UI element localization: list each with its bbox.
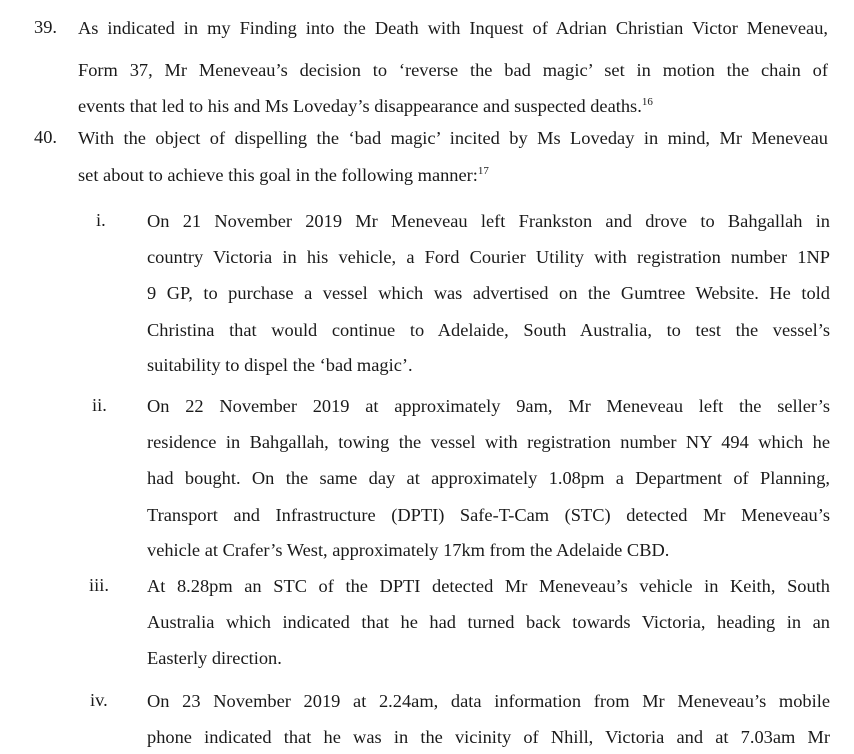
paragraph-number: 40. [34, 127, 57, 147]
subitem-line-last: suitability to dispel the ‘bad magic’. [147, 355, 413, 375]
subitem-line: On 21 November 2019 Mr Meneveau left Frankston and drove to Bahgallah in [147, 211, 830, 231]
subitem-line: country Victoria in his vehicle, a Ford Courier Utility with registration number 1NP [147, 247, 830, 267]
subitem-number: i. [96, 210, 106, 230]
subitem-line: phone indicated that he was in the vicinity of Nhill, Victoria and at 7.03am Mr [147, 727, 830, 747]
paragraph-line: Form 37, Mr Meneveau’s decision to ‘reverse the bad magic’ set in motion the chain of [78, 60, 828, 80]
subitem-line: At 8.28pm an STC of the DPTI detected Mr Meneveau’s vehicle in Keith, South [147, 576, 830, 596]
paragraph-text: events that led to his and Ms Loveday’s disappearance and suspected deaths. [78, 96, 642, 116]
subitem-line: 9 GP, to purchase a vessel which was advertised on the Gumtree Website. He told [147, 283, 830, 303]
subitem-line: On 22 November 2019 at approximately 9am, Mr Meneveau left the seller’s [147, 396, 830, 416]
paragraph-text: set about to achieve this goal in the following manner: [78, 165, 478, 185]
paragraph-line-last [78, 164, 489, 186]
subitem-number: iii. [89, 575, 109, 595]
subitem-number: ii. [92, 395, 107, 415]
paragraph-line: As indicated in my Finding into the Death with Inquest of Adrian Christian Victor Meneveau, [78, 18, 828, 38]
subitem-line: On 23 November 2019 at 2.24am, data information from Mr Meneveau’s mobile [147, 691, 830, 711]
paragraph-number: 39. [34, 17, 57, 37]
subitem-line: Australia which indicated that he had turned back towards Victoria, heading in an [147, 612, 830, 632]
footnote-reference[interactable]: 16 [641, 95, 653, 108]
paragraph-line-last [78, 95, 653, 117]
subitem-line-last: Easterly direction. [147, 648, 282, 668]
paragraph-line: With the object of dispelling the ‘bad magic’ incited by Ms Loveday in mind, Mr Meneveau [78, 128, 828, 148]
subitem-line-last: vehicle at Crafer’s West, approximately 17km from the Adelaide CBD. [147, 540, 670, 560]
subitem-line: Transport and Infrastructure (DPTI) Safe-T-Cam (STC) detected Mr Meneveau’s [147, 505, 830, 525]
subitem-line: Christina that would continue to Adelaide, South Australia, to test the vessel’s [147, 320, 830, 340]
footnote-reference[interactable]: 17 [477, 164, 489, 177]
subitem-line: had bought. On the same day at approximately 1.08pm a Department of Planning, [147, 468, 830, 488]
subitem-number: iv. [90, 690, 108, 710]
subitem-line: residence in Bahgallah, towing the vessel with registration number NY 494 which he [147, 432, 830, 452]
